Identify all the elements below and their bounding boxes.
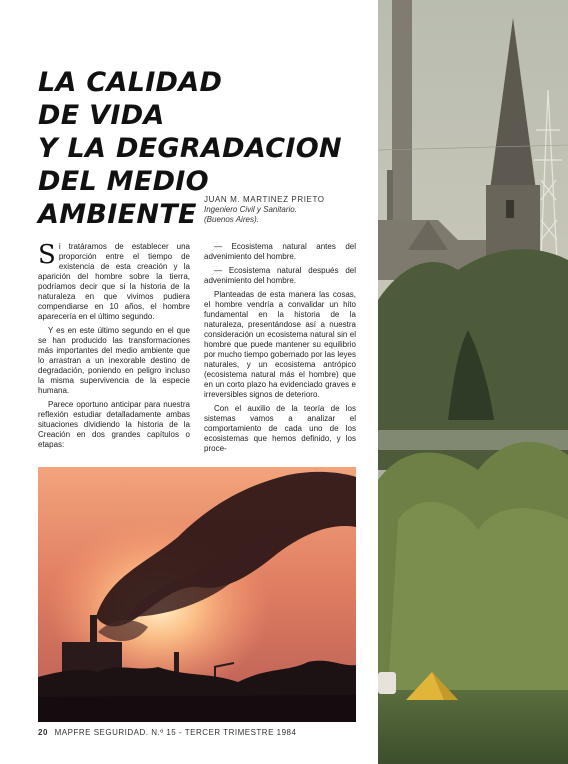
page-footer <box>38 728 296 737</box>
author-name: JUAN M. MARTINEZ PRIETO <box>204 195 325 204</box>
paragraph: — Ecosistema natural después del advenimiento del hombre. <box>204 266 356 285</box>
factory-smoke-photo <box>38 467 356 722</box>
church-landscape-photo <box>378 0 568 764</box>
author-place: (Buenos Aires). <box>204 215 259 224</box>
paragraph <box>38 242 190 322</box>
body-column-1 <box>38 242 190 454</box>
factory-smoke-image <box>38 467 356 722</box>
body-column-2 <box>204 242 356 458</box>
paragraph: Parece oportuno anticipar para nuestra reflexión estudiar detalladamente ambas situaciones dividiendo la historia de la Creación en dos grandes capítulos o etapas: <box>38 400 190 449</box>
title-line: DEL MEDIO <box>38 166 209 197</box>
paragraph: Y es en este último segundo en el que se han producido las transformaciones más importantes del medio ambiente que lo arrastran a un inexorable destino de degradación, poniendo en peligro incluso la misma supervivencia de la especie humana. <box>38 326 190 395</box>
church-landscape-image <box>378 0 568 764</box>
paragraph-text: i tratáramos de establecer una proporción entre el tiempo de existencia de esta creación y la aparición del hombre sobre la tierra, podríamos decir que si la historia de la naturaleza en que vivimos pudiera compendiarse en 10 años, el hombre aparecería en el último segundo. <box>38 242 190 321</box>
publication-info: MAPFRE SEGURIDAD. N.º 15 - TERCER TRIMESTRE 1984 <box>54 728 297 737</box>
title-line: Y LA DEGRADACION <box>38 133 342 164</box>
paragraph: Con el auxilio de la teoría de los sistemas vamos a analizar el comportamiento de cada uno de los ecosistemas que hemos definido, y los proce- <box>204 404 356 453</box>
author-byline <box>204 195 325 225</box>
drop-cap: S <box>38 240 56 270</box>
paragraph: Planteadas de esta manera las cosas, el hombre vendría a convalidar un hito fundamental en la historia de la naturaleza, presentándose así a nuestra consideración un ecosistema natural sin el hombre que puede mantener su equilibrio por mucho tiempo gobernado por las leyes naturales, y un ecosistema antrópico (ecosistema natural más el hombre) que en un corto plazo ha evidenciado graves e irreversibles signos de deterioro. <box>204 290 356 399</box>
paragraph: — Ecosistema natural antes del advenimiento del hombre. <box>204 242 356 261</box>
author-role: Ingeniero Civil y Sanitario. <box>204 205 297 214</box>
title-line: DE VIDA <box>38 100 165 131</box>
title-line: AMBIENTE <box>38 199 197 230</box>
page-number: 20 <box>38 728 48 737</box>
title-line: LA CALIDAD <box>38 67 223 98</box>
